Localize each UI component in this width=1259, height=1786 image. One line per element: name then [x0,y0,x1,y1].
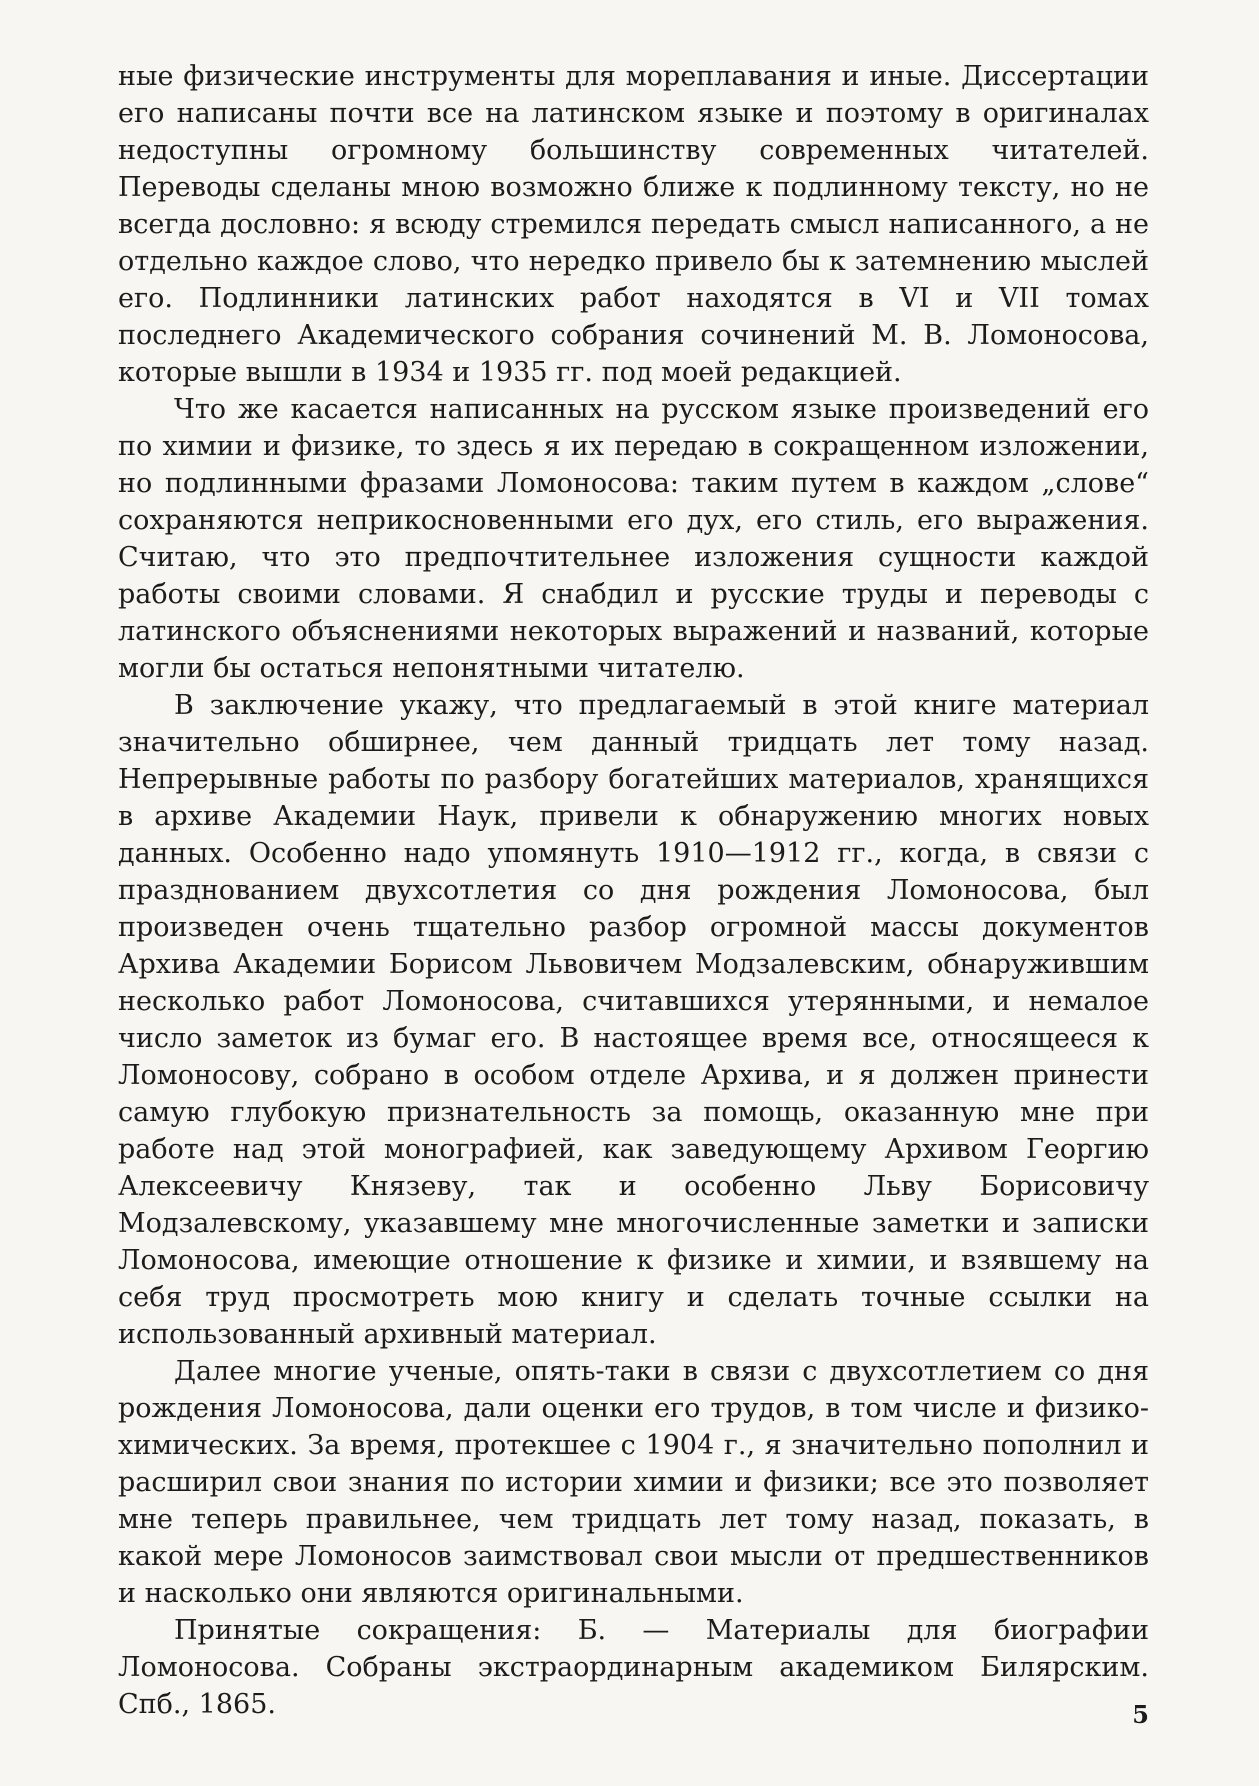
paragraph-conclusion: В заключение укажу, что предлагаемый в этой книге материал значительно обширнее, чем данный тридцать лет тому назад. Непрерывные работы по разбору богатейших материалов, хранящихся в архиве Академии Наук, привели к обнаружению многих новых данных. Особенно надо упомянуть 1910—1912 гг., когда, в связи с празднованием двухсотлетия со дня рождения Ломоносова, был произведен очень тщательно разбор огромной массы документов Архива Академии Борисом Львовичем Модзалевским, обнаружившим несколько работ Ломоносова, считавшихся утерянными, и немалое число заметок из бумаг его. В настоящее время все, относящееся к Ломоносову, собрано в особом отделе Архива, и я должен принести самую глубокую признательность за помощь, оказанную мне при работе над этой монографией, как заведующему Архивом Георгию Алексеевичу Князеву, так и особенно Льву Борисовичу Модзалевскому, указавшему мне многочисленные заметки и записки Ломоносова, имеющие отношение к физике и химии, и взявшему на себя труд просмотреть мою книгу и сделать точные ссылки на использованный архивный материал. [118,690,1149,1350]
page-number: 5 [1132,1700,1149,1729]
paragraph-further-scholars: Далее многие ученые, опять-таки в связи с двухсотлетием со дня рождения Ломоносова, дали оценки его трудов, в том числе и физико-химических. За время, протекшее с 1904 г., я значительно пополнил и расширил свои знания по истории химии и физики; все это позволяет мне теперь правильнее, чем тридцать лет тому назад, показать, в какой мере Ломоносов заимствовал свои мысли от предшественников и насколько они являются оригинальными. [118,1356,1149,1609]
paragraph-russian-works: Что же касается написанных на русском языке произведений его по химии и физике, то здесь я их передаю в сокращенном изложении, но подлинными фразами Ломоносова: таким путем в каждом „слове“ сохраняются неприкосновенными его дух, его стиль, его выражения. Считаю, что это предпочтительнее изложения сущности каждой работы своими словами. Я снабдил и русские труды и переводы с латинского объяснениями некоторых выражений и названий, которые могли бы остаться непонятными читателю. [118,394,1149,684]
paragraph-abbreviations: Принятые сокращения: Б. — Материалы для биографии Ломоносова. Собраны экстраординарным академиком Билярским. Спб., 1865. [118,1615,1149,1720]
body-text [118,58,1149,1723]
paragraph-continuation: ные физические инструменты для мореплавания и иные. Диссертации его написаны почти все на латинском языке и поэтому в оригиналах недоступны огромному большинству современных читателей. Переводы сделаны мною возможно ближе к подлинному тексту, но не всегда дословно: я всюду стремился передать смысл написанного, а не отдельно каждое слово, что нередко привело бы к затемнению мыслей его. Подлинники латинских работ находятся в VI и VII томах последнего Академического собрания сочинений М. В. Ломоносова, которые вышли в 1934 и 1935 гг. под моей редакцией. [118,61,1149,388]
